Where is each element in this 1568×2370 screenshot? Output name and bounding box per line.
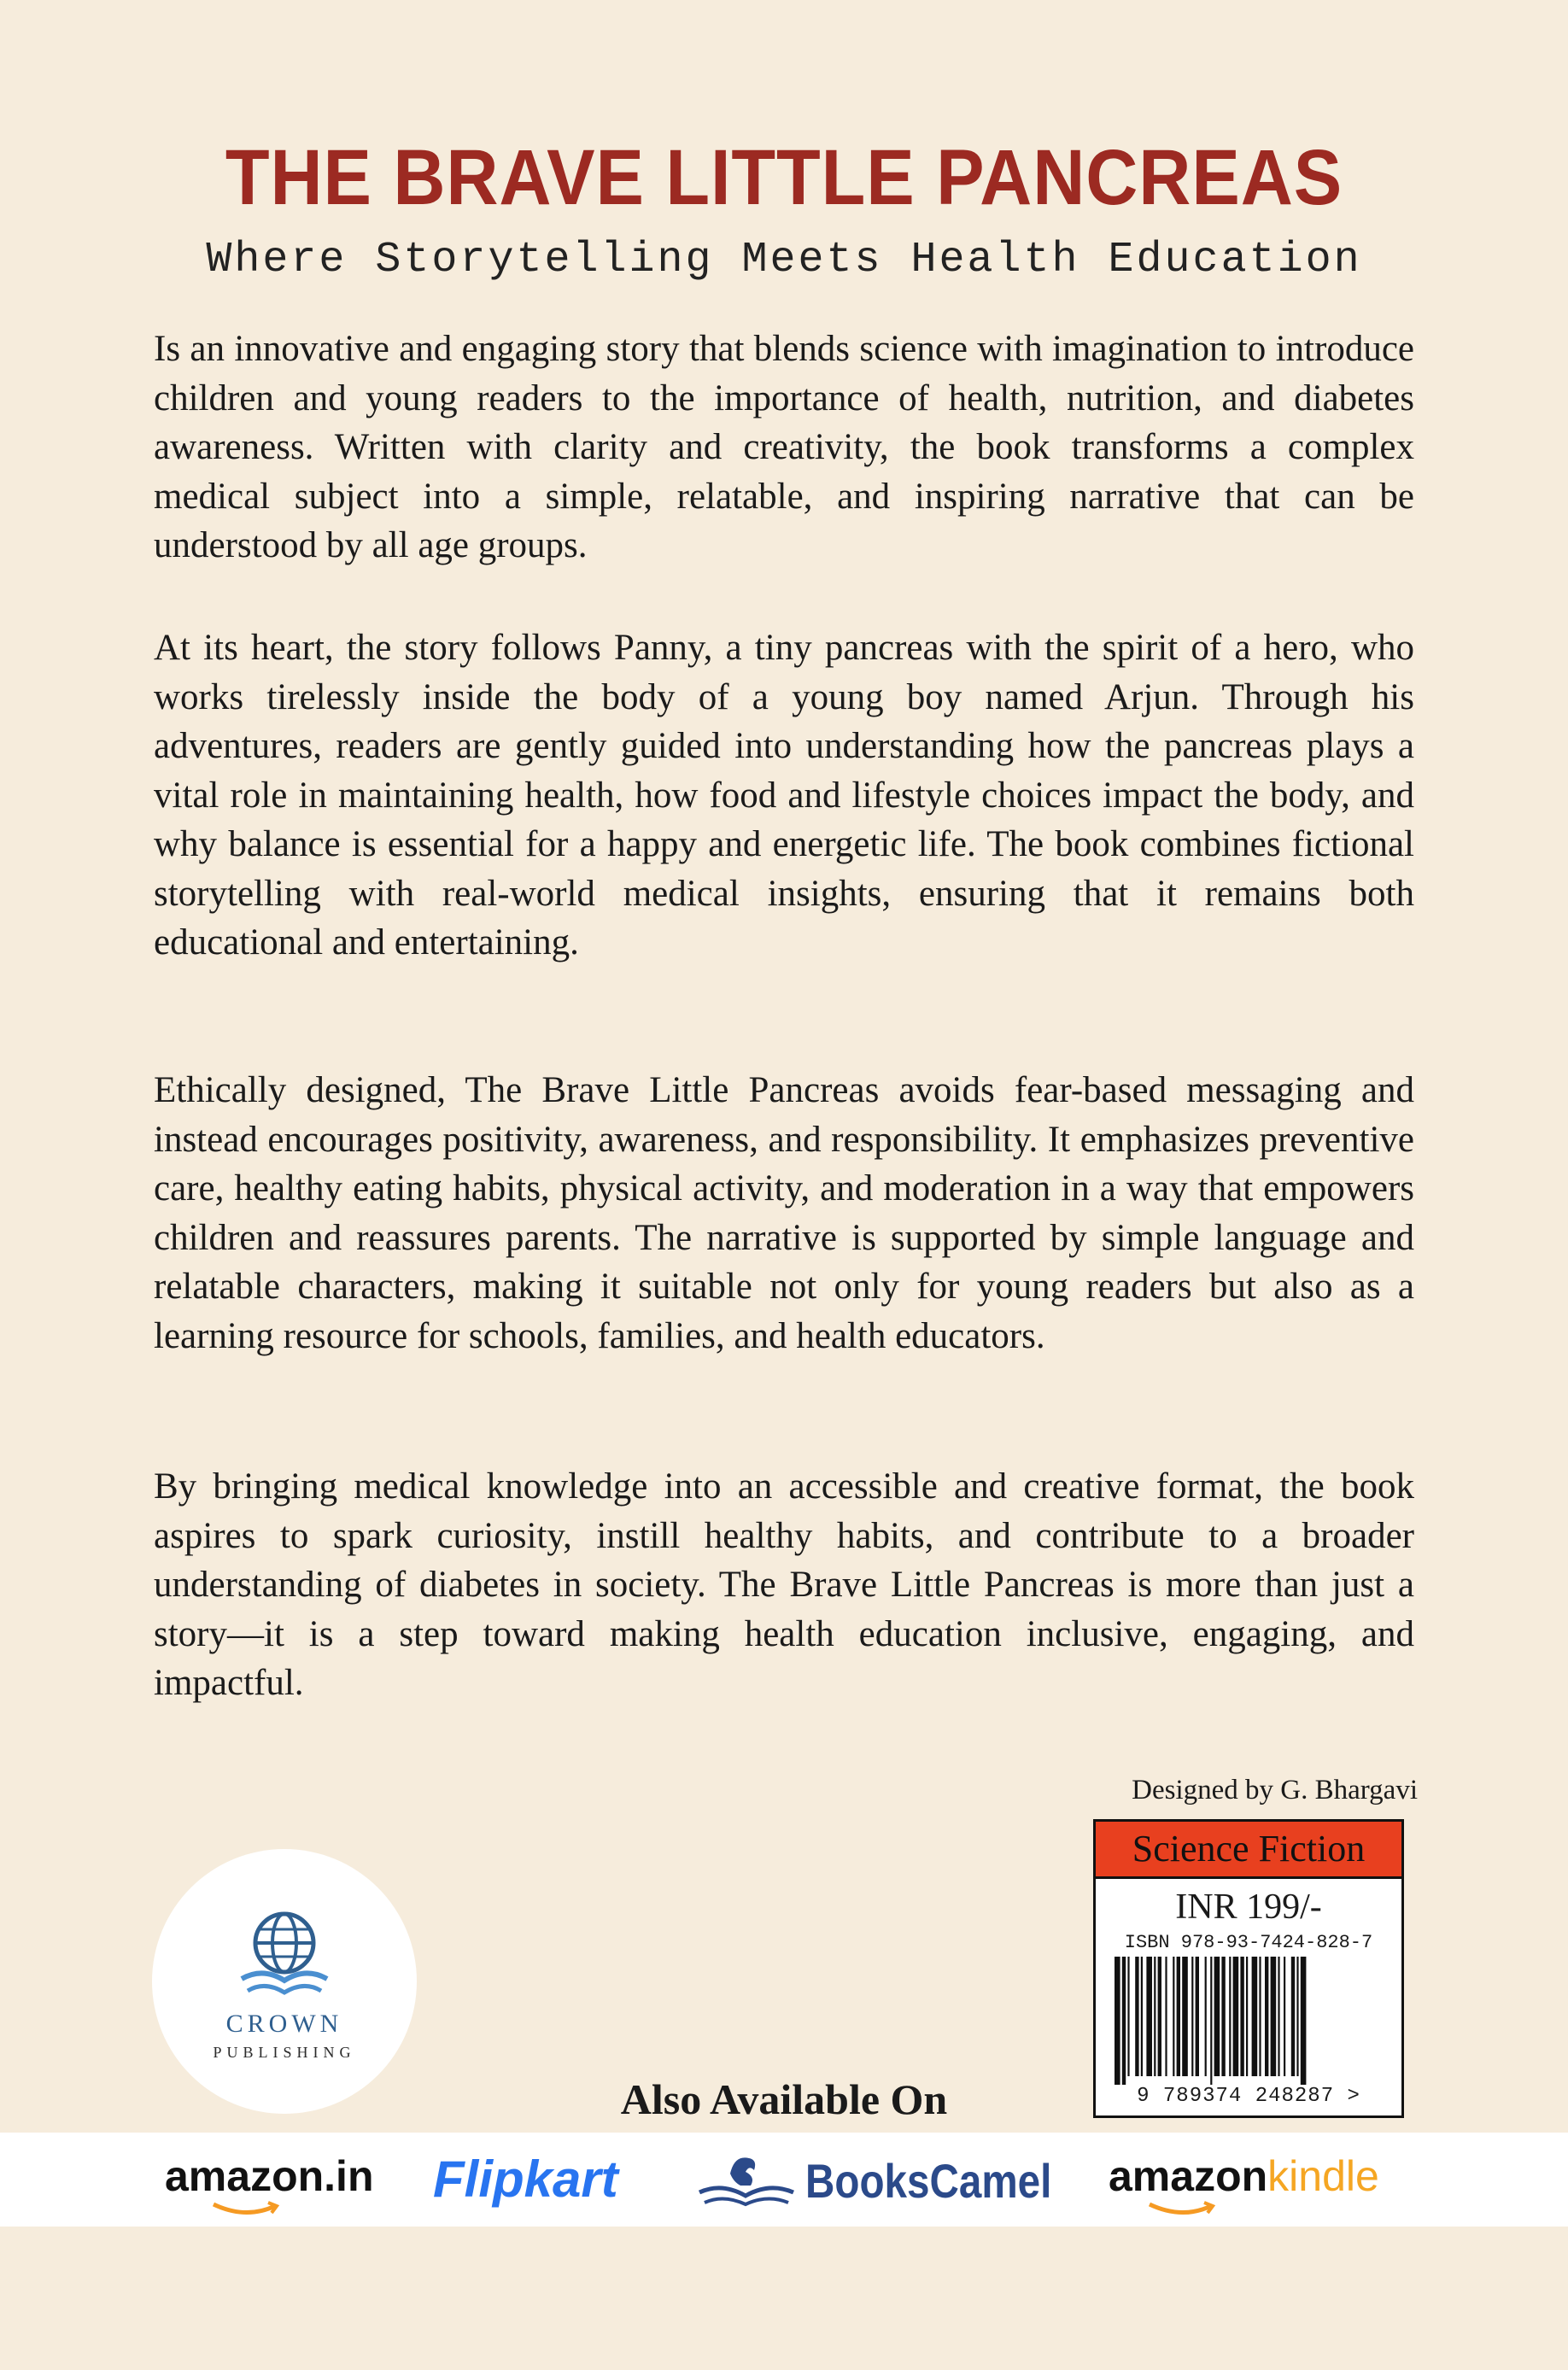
bookscamel-icon	[696, 2148, 797, 2209]
barcode-bar	[1259, 1957, 1261, 2076]
barcode-bar	[1271, 1957, 1277, 2076]
amazon-kindle-logo	[1109, 2151, 1379, 2245]
blurb-paragraph-1: Is an innovative and engaging story that blends science with imagination to introduce children and young readers to the importance of health, nutrition, and diabetes awareness. Written with clarity and creativity, the book transforms a complex medical subject into a simple, relatable, and inspiring narrative that can be understood by all age groups.	[154, 329, 1414, 565]
barcode-bar	[1233, 1957, 1239, 2076]
globe-book-icon	[237, 1909, 331, 2003]
barcode-bar	[1191, 1957, 1193, 2076]
kindle-text: kindle	[1267, 2152, 1379, 2200]
barcode-bar	[1284, 1957, 1285, 2076]
price-label: INR 199/-	[1175, 1887, 1322, 1927]
also-available-heading: Also Available On	[620, 2075, 948, 2123]
store-logos-band	[0, 2133, 1568, 2227]
book-subtitle: Where Storytelling Meets Health Education	[206, 236, 1362, 284]
isbn-label: ISBN 978-93-7424-828-7	[1124, 1932, 1373, 1953]
barcode-bar	[1301, 1957, 1307, 2085]
barcode-bar	[1135, 1957, 1138, 2076]
barcode-bar	[1115, 1957, 1120, 2085]
flipkart-logo	[433, 2150, 618, 2244]
barcode-bar	[1154, 1957, 1156, 2076]
barcode-bar	[1196, 1957, 1199, 2076]
barcode-bar	[1127, 1957, 1129, 2076]
barcode-bar	[1229, 1957, 1231, 2076]
barcode-panel	[1093, 1819, 1404, 2118]
blurb-paragraph-4: By bringing medical knowledge into an accessible and creative format, the book aspires to spark curiosity, instill healthy habits, and contribute to a broader understanding of diabetes in society. The Brave Little Pancreas is more than just a story—it is a step toward making health education inclusive, engaging, and impactful.	[154, 1466, 1414, 1703]
barcode-bar	[1158, 1957, 1161, 2076]
genre-label: Science Fiction	[1096, 1822, 1401, 1879]
barcode-number: 9 789374 248287 >	[1137, 2085, 1360, 2108]
blurb-paragraph-2: At its heart, the story follows Panny, a tiny pancreas with the spirit of a hero, who works tirelessly inside the body of a young boy named Arjun. Through his adventures, readers are gently guided into understanding how the pancreas plays a vital role in maintaining health, how food and lifestyle choices impact the body, and why balance is essential for a happy and energetic life. The book combines fictional storytelling with real-world medical insights, ensuring that it remains both educational and entertaining.	[154, 628, 1414, 963]
kindle-amazon-text: amazon	[1109, 2152, 1268, 2200]
kindle-smile-icon	[1148, 2201, 1216, 2218]
bookscamel-logo	[696, 2148, 1052, 2242]
barcode-bar	[1221, 1957, 1225, 2076]
barcode-bar	[1173, 1957, 1174, 2076]
barcode-bar	[1252, 1957, 1258, 2076]
barcode-bar	[1296, 1957, 1298, 2076]
publisher-name: CROWN	[225, 2010, 343, 2038]
barcode-bar	[1141, 1957, 1143, 2076]
flipkart-text: Flipkart	[433, 2151, 618, 2208]
blurb-paragraph-3: Ethically designed, The Brave Little Pancreas avoids fear-based messaging and instead encourages positivity, awareness, and responsibility. It emphasizes preventive care, healthy eating habits, physical activity, and moderation in a way that empowers children and reassures parents. The narrative is supported by simple language and relatable characters, making it suitable not only for young readers but also as a learning resource for schools, families, and health educators.	[154, 1070, 1414, 1356]
publisher-logo	[152, 1849, 417, 2114]
barcode-bar	[1165, 1957, 1167, 2076]
barcode-bar	[1210, 1957, 1212, 2085]
barcode-bar	[1182, 1957, 1188, 2076]
amazon-in-text: amazon.in	[165, 2152, 374, 2200]
barcode-bar	[1205, 1957, 1207, 2076]
designer-credit: Designed by G. Bhargavi	[1132, 1775, 1418, 1805]
barcode-bar	[1265, 1957, 1268, 2076]
bookscamel-text: BooksCamel	[805, 2154, 1052, 2208]
amazon-in-logo	[165, 2151, 373, 2245]
publisher-sub: PUBLISHING	[213, 2044, 356, 2061]
barcode-bar	[1146, 1957, 1152, 2076]
barcode-bar	[1246, 1957, 1248, 2076]
book-title: THE BRAVE LITTLE PANCREAS	[225, 134, 1343, 221]
barcode-bar	[1278, 1957, 1279, 2076]
barcode-bar	[1122, 1957, 1126, 2085]
barcode-bar	[1177, 1957, 1180, 2076]
barcode-bar	[1291, 1957, 1295, 2076]
amazon-smile-icon	[212, 2201, 280, 2218]
barcode-bar	[1240, 1957, 1243, 2076]
barcode-bars	[1108, 1957, 1390, 2085]
barcode-bar	[1214, 1957, 1220, 2076]
